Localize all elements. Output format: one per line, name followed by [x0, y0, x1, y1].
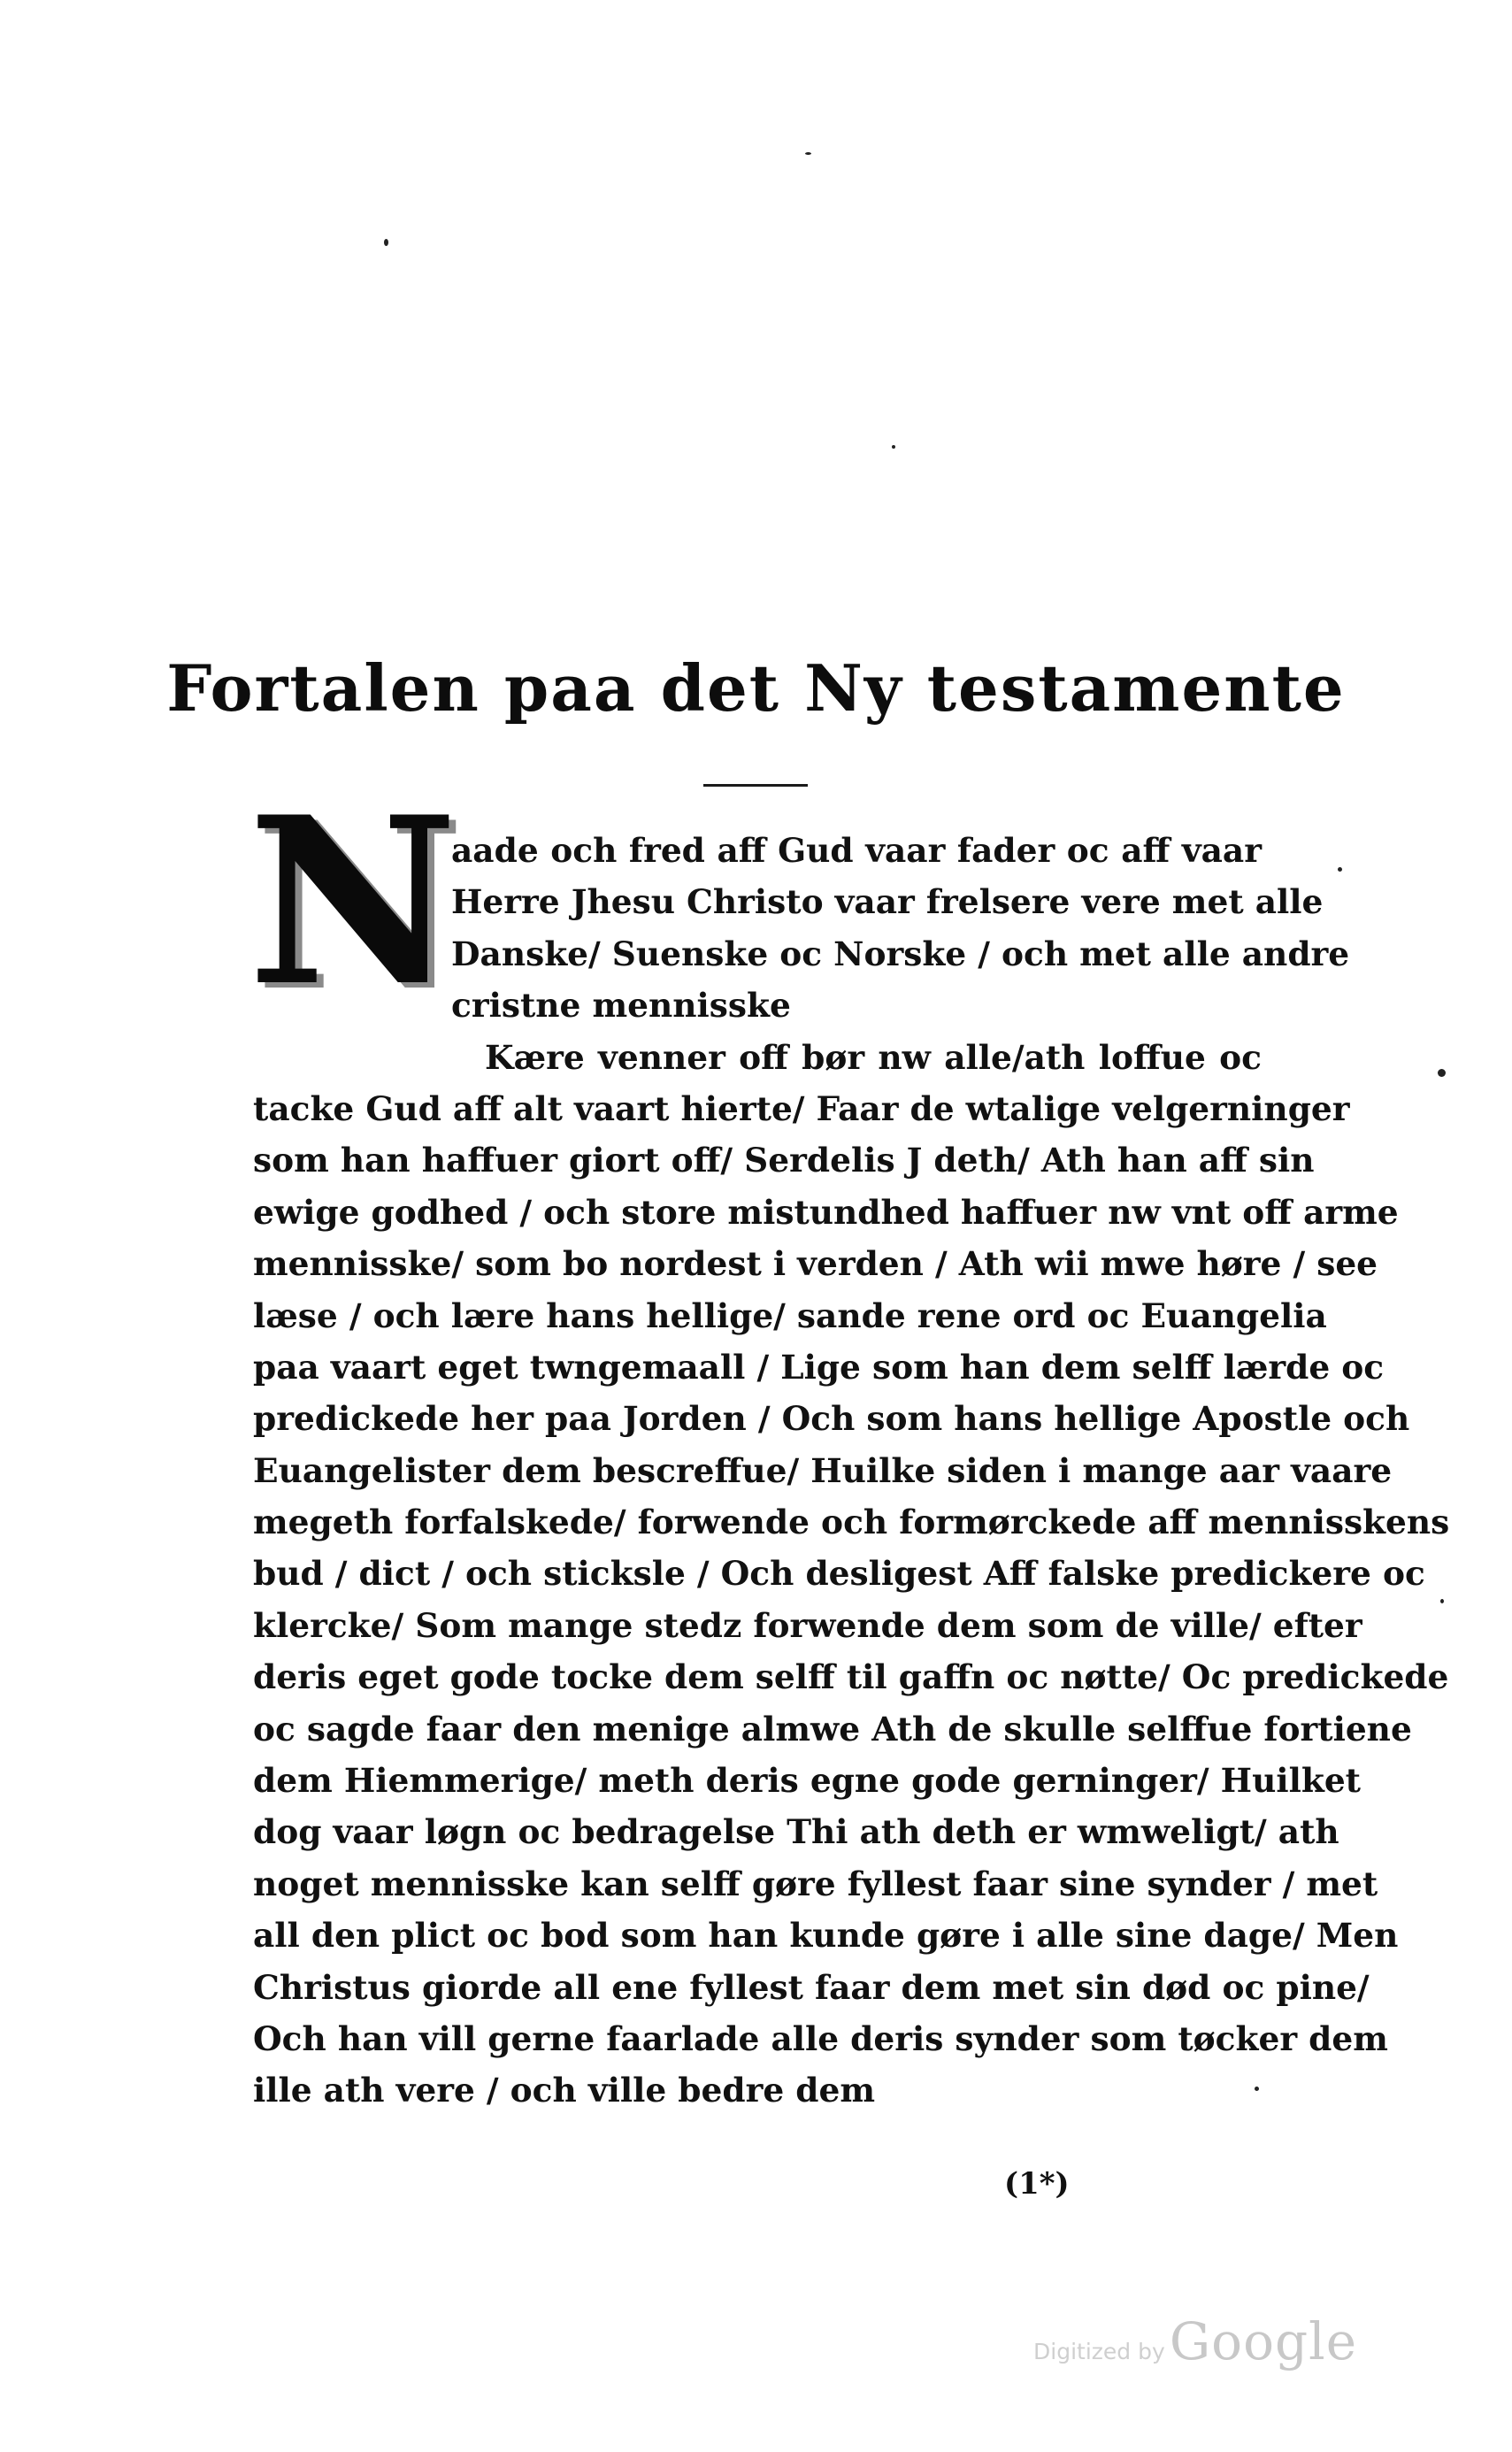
text-line: klercke/ Som mange stedz forwende dem som de ville/ efter — [253, 1605, 1362, 1645]
text-line: oc sagde faar den menige almwe Ath de skulle selffue fortiene — [253, 1709, 1412, 1749]
body-text — [253, 825, 1450, 2117]
text-line: all den plict oc bod som han kunde gøre i alle sine dage/ Men — [253, 1916, 1399, 1956]
title-divider — [703, 784, 808, 787]
text-line: Euangelister dem bescreffue/ Huilke siden i mange aar vaare — [253, 1450, 1393, 1490]
text-line: cristne mennisske — [451, 986, 791, 1026]
watermark-prefix: Digitized by — [1033, 2339, 1165, 2364]
page-number: (1*) — [1004, 2166, 1070, 2202]
text-line: læse / och lære hans hellige/ sande rene ord oc Euangelia — [253, 1295, 1327, 1335]
digitized-by-watermark — [1033, 2311, 1357, 2371]
scan-speck — [384, 239, 388, 246]
text-line: noget mennisske kan selff gøre fyllest faar sine synder / met — [253, 1864, 1378, 1903]
text-line: aade och fred aff Gud vaar fader oc aff vaar — [451, 831, 1262, 870]
text-line: predickede her paa Jorden / Och som hans hellige Apostle och — [253, 1399, 1410, 1439]
text-line: dem Hiemmerige/ meth deris egne gode gerninger/ Huilket — [253, 1761, 1362, 1801]
text-line: megeth forfalskede/ forwende och formørckede aff mennisskens — [253, 1503, 1450, 1542]
text-line: Och han vill gerne faarlade alle deris synder som tøcker dem — [253, 2018, 1388, 2058]
watermark-brand: Google — [1169, 2311, 1358, 2371]
text-line: som han haffuer giort off/ Serdelis J deth/ Ath han aff sin — [253, 1141, 1315, 1180]
text-line: tacke Gud aff alt vaart hierte/ Faar de wtalige velgerninger — [253, 1088, 1350, 1128]
text-line: Herre Jhesu Christo vaar frelsere vere met alle — [451, 882, 1324, 922]
text-line: ille ath vere / och ville bedre dem — [253, 2071, 875, 2110]
text-line: paa vaart eget twngemaall / Lige som han dem selff lærde oc — [253, 1347, 1385, 1387]
text-line: mennisske/ som bo nordest i verden / Ath wii mwe høre / see — [253, 1244, 1378, 1284]
drop-cap-letter: N — [248, 767, 458, 1037]
text-line: Kære venner off bør nw alle/ath loffue oc — [485, 1037, 1262, 1077]
scan-speck — [805, 152, 811, 155]
scan-speck — [1440, 1599, 1444, 1603]
text-line: bud / dict / och sticksle / Och desligest Aff falske predickere oc — [253, 1554, 1425, 1594]
text-line: dog vaar løgn oc bedragelse Thi ath deth er wmweligt/ ath — [253, 1812, 1339, 1852]
text-line: deris eget gode tocke dem selff til gaffn oc nøtte/ Oc predickede — [253, 1657, 1449, 1697]
text-line: Christus giorde all ene fyllest faar dem met sin død oc pine/ — [253, 1967, 1370, 2007]
scan-speck — [892, 445, 895, 449]
page-title: Fortalen paa det Ny testamente — [166, 650, 1346, 726]
scan-speck — [1338, 867, 1342, 872]
text-line: Danske/ Suenske oc Norske / och met alle andre — [451, 934, 1350, 973]
scan-speck — [1438, 1069, 1446, 1077]
text-line: ewige godhed / och store mistundhed haffuer nw vnt off arme — [253, 1192, 1399, 1232]
